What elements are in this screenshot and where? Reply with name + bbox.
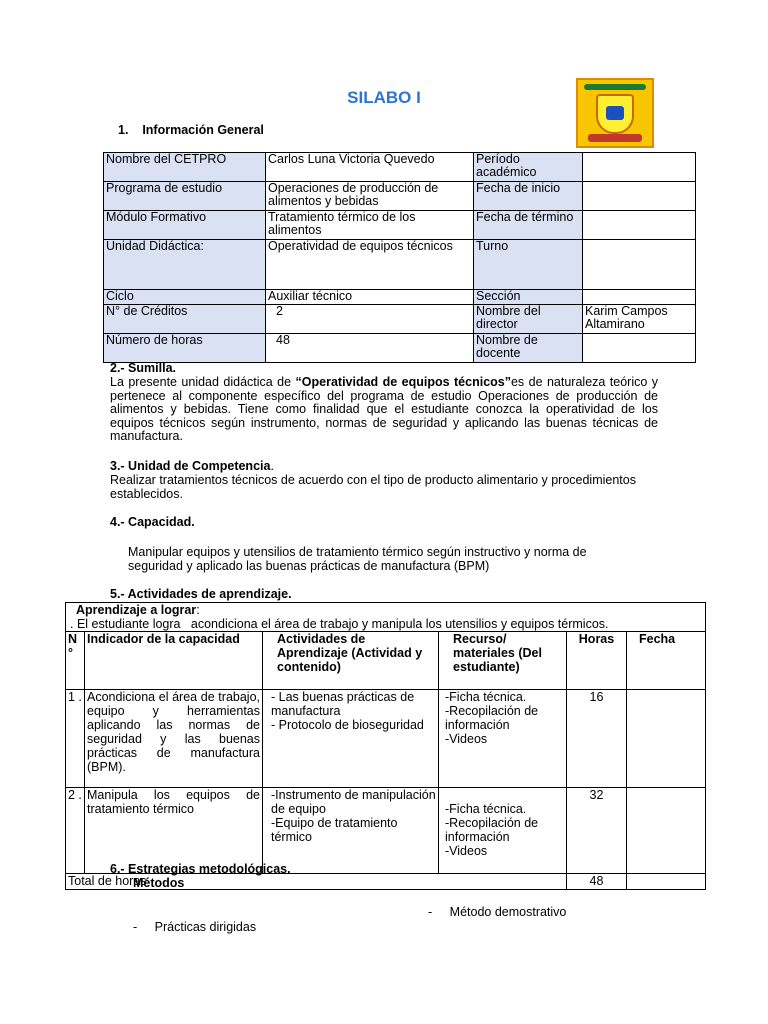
activity-indicador: Manipula los equipos de tratamiento térmico	[85, 788, 263, 874]
activity-indicador: Acondiciona el área de trabajo, equipo y herramientas aplicando las normas de seguridad y las buenas prácticas de manufactura (BPM).	[85, 690, 263, 788]
activity-content	[263, 788, 439, 874]
resource-item: -Recopilación de información	[445, 816, 539, 844]
header-horas: Horas	[567, 632, 627, 690]
info-row	[104, 305, 696, 334]
info-label: N° de Créditos	[104, 305, 266, 334]
info-label: Número de horas	[104, 334, 266, 363]
bullet: -	[428, 905, 433, 919]
header-fecha: Fecha	[627, 632, 706, 690]
header-indicador: Indicador de la capacidad	[85, 632, 263, 690]
section-general-info-heading: 1. Información General	[118, 123, 264, 137]
metodos-label: Métodos	[133, 876, 185, 890]
total-label: Total de horas	[66, 874, 567, 890]
activity-item: -Instrumento de manipulación de equipo	[271, 788, 436, 816]
header-no: N °	[66, 632, 85, 690]
resource-item: -Ficha técnica.	[445, 802, 527, 816]
info-value: Operaciones de producción de alimentos y bebidas	[266, 182, 474, 211]
info-value	[583, 240, 696, 290]
activity-date	[627, 788, 706, 874]
info-label: Fecha de término	[474, 211, 583, 240]
info-value	[583, 153, 696, 182]
activity-row	[66, 788, 706, 874]
info-value: 48	[266, 334, 474, 363]
info-row	[104, 211, 696, 240]
aprendizaje-text: . El estudiante logra acondiciona el área de trabajo y manipula los utensilios y equipos térmicos.	[70, 617, 609, 631]
resource-item: -Ficha técnica.	[445, 690, 527, 704]
method-label: Método demostrativo	[449, 905, 567, 919]
aprendizaje-label: Aprendizaje a lograr	[76, 603, 197, 617]
capacidad-text: Manipular equipos y utensilios de tratamiento térmico según instructivo y norma de seguridad y aplicado las buenas prácticas de manufactura (BPM)	[128, 545, 587, 573]
info-label: Nombre del director	[474, 305, 583, 334]
resource-item: -Videos	[445, 844, 488, 858]
info-label: Ciclo	[104, 290, 266, 305]
activity-item: - Las buenas prácticas de manufactura	[271, 690, 415, 718]
info-value: Operatividad de equipos técnicos	[266, 240, 474, 290]
activity-resources	[439, 788, 567, 874]
general-info-table	[103, 152, 696, 363]
cetpro-logo	[576, 78, 654, 148]
method-label: Prácticas dirigidas	[154, 920, 257, 934]
activities-header-row	[66, 632, 706, 690]
estrategias-heading: 6.- Estrategias metodológicas.	[110, 862, 291, 876]
method-item	[428, 906, 566, 920]
activity-resources	[439, 690, 567, 788]
logo-ribbon	[588, 134, 642, 142]
competencia-text: Realizar tratamientos técnicos de acuerdo con el tipo de producto alimentario y procedimientos establecidos.	[110, 473, 636, 501]
info-value	[583, 334, 696, 363]
activity-hours: 32	[567, 788, 627, 874]
activity-item: -Equipo de tratamiento térmico	[271, 816, 398, 844]
info-row	[104, 240, 696, 290]
activity-number: 1 .	[66, 690, 85, 788]
info-label: Sección	[474, 290, 583, 305]
aprendizaje-cell: Aprendizaje a lograr: . El estudiante logra acondiciona el área de trabajo y manipula los utensilios y equipos térmicos.	[66, 603, 706, 632]
method-item	[133, 921, 256, 935]
activity-row	[66, 690, 706, 788]
competencia-heading-wrap: 3.- Unidad de Competencia.	[110, 459, 274, 473]
activity-date	[627, 690, 706, 788]
info-row	[104, 290, 696, 305]
capacidad-heading: 4.- Capacidad.	[110, 515, 195, 529]
info-value: Carlos Luna Victoria Quevedo	[266, 153, 474, 182]
info-label: Nombre del CETPRO	[104, 153, 266, 182]
activity-number: 2 .	[66, 788, 85, 874]
info-label: Módulo Formativo	[104, 211, 266, 240]
sumilla-unit-name: “Operatividad de equipos técnicos”	[295, 375, 511, 389]
info-row	[104, 153, 696, 182]
logo-shield-icon	[596, 94, 634, 134]
sumilla-text-pre: La presente unidad didáctica de	[110, 375, 296, 389]
logo-banner	[584, 84, 646, 90]
info-label: Fecha de inicio	[474, 182, 583, 211]
info-value	[583, 211, 696, 240]
header-recurso: Recurso/ materiales (Del estudiante)	[439, 632, 567, 690]
actividades-heading: 5.- Actividades de aprendizaje.	[110, 587, 292, 601]
sumilla-text-post: es de naturaleza teórico y pertenece al componente específico del programa de estudio Operaciones de producción de alimentos y bebidas. Tiene como finalidad que el estudiante conozca la operatividad de los equipos técnicos según instrumento, normas de seguridad y aplicando las buenas técnicas de manufactura.	[110, 375, 658, 443]
info-label: Período académico	[474, 153, 583, 182]
info-label: Unidad Didáctica:	[104, 240, 266, 290]
aprendizaje-row	[66, 603, 706, 632]
info-value	[583, 182, 696, 211]
info-value	[583, 290, 696, 305]
sumilla-heading: 2.- Sumilla.	[110, 361, 176, 375]
header-actividades: Actividades de Aprendizaje (Actividad y contenido)	[263, 632, 439, 690]
logo-emblem-icon	[606, 106, 624, 120]
info-label: Nombre de docente	[474, 334, 583, 363]
activities-table	[65, 602, 706, 890]
activity-item: - Protocolo de bioseguridad	[271, 718, 424, 732]
info-value: 2	[266, 305, 474, 334]
activity-hours: 16	[567, 690, 627, 788]
resource-item: -Videos	[445, 732, 488, 746]
info-row	[104, 334, 696, 363]
resource-item: -Recopilación de información	[445, 704, 539, 732]
info-label: Turno	[474, 240, 583, 290]
info-value: Karim Campos Altamirano	[583, 305, 696, 334]
bullet: -	[133, 920, 138, 934]
activity-content	[263, 690, 439, 788]
sumilla-paragraph	[110, 376, 658, 444]
competencia-heading: 3.- Unidad de Competencia	[110, 459, 271, 473]
info-value: Tratamiento térmico de los alimentos	[266, 211, 474, 240]
total-value: 48	[567, 874, 627, 890]
info-value: Auxiliar técnico	[266, 290, 474, 305]
total-empty	[627, 874, 706, 890]
info-row	[104, 182, 696, 211]
info-label: Programa de estudio	[104, 182, 266, 211]
document-title: SILABO I	[347, 88, 421, 107]
